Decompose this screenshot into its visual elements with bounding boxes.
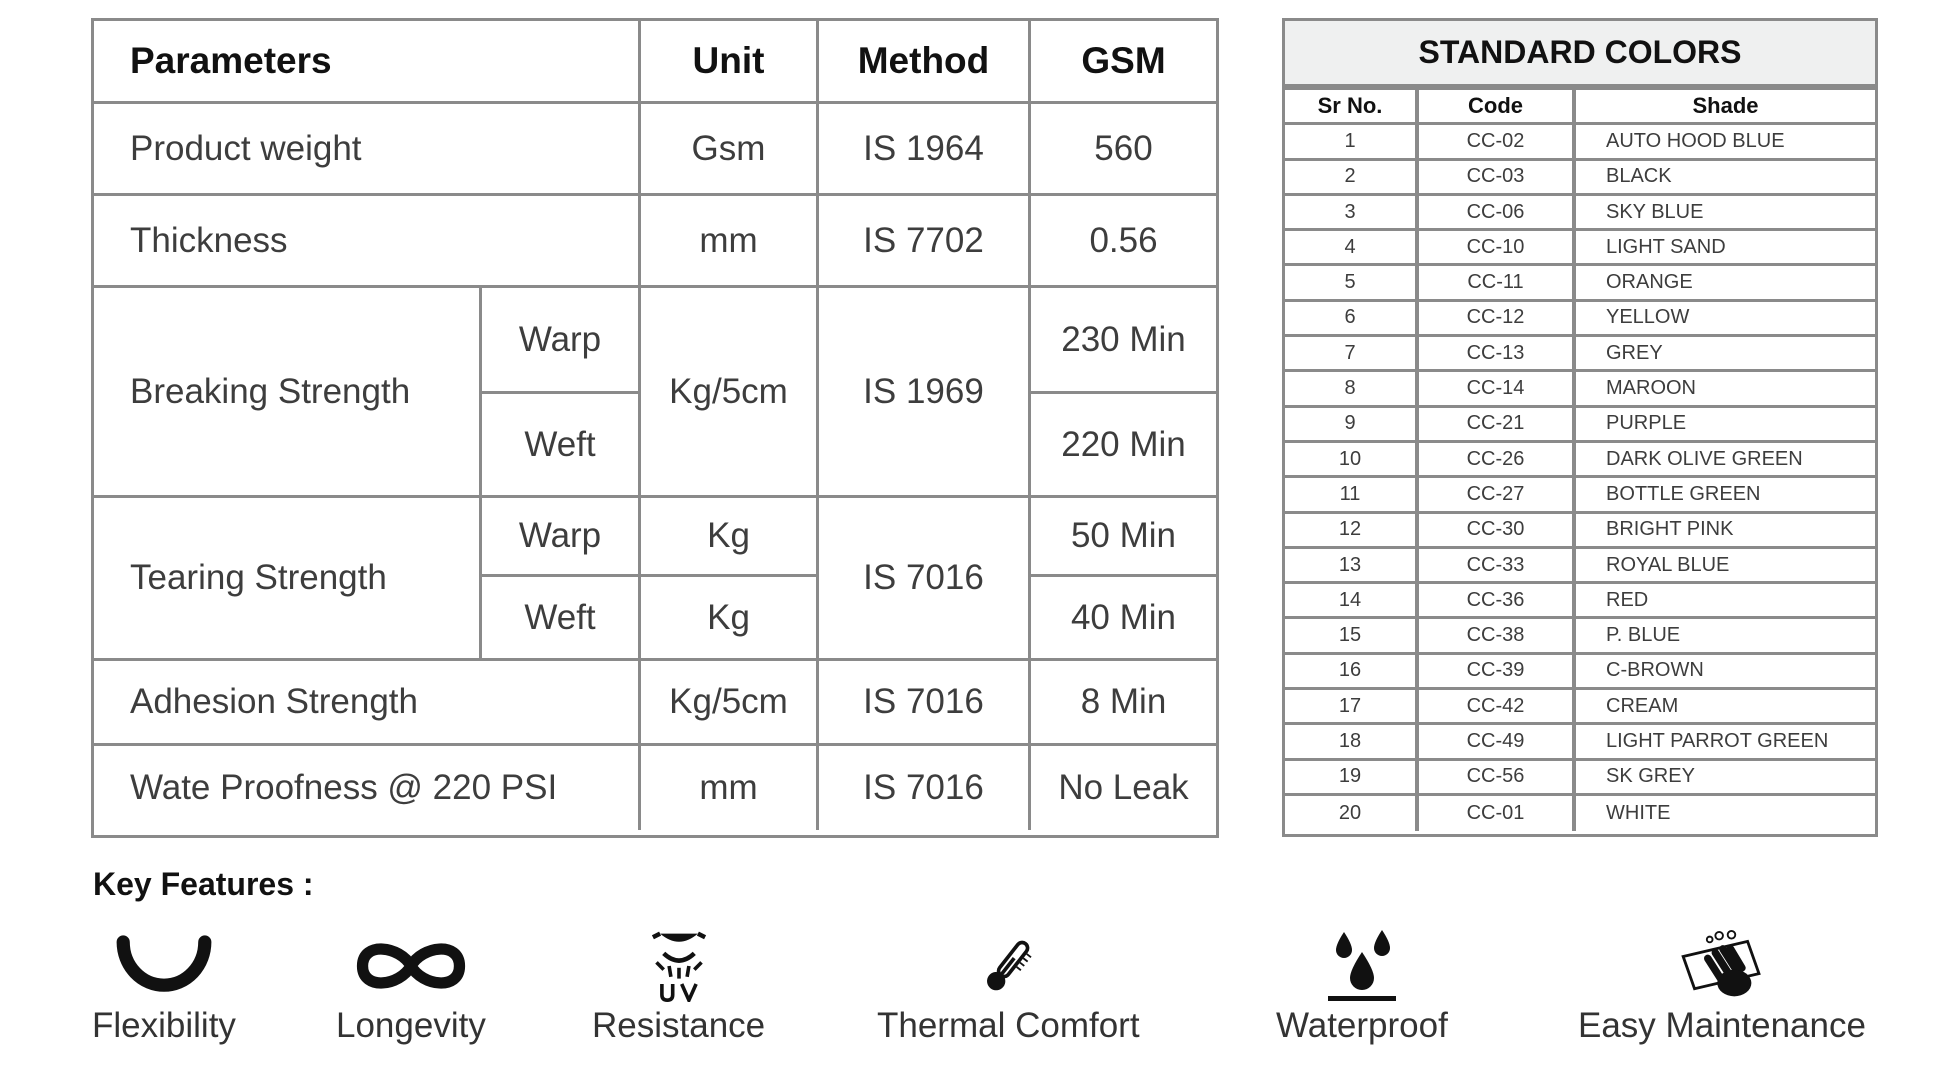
color-sr-no: 3	[1285, 196, 1419, 228]
color-code: CC-49	[1419, 725, 1576, 757]
color-shade: WHITE	[1606, 802, 1671, 825]
color-code: CC-39	[1419, 655, 1576, 687]
header-code: Code	[1419, 90, 1576, 122]
feature-flexibility	[92, 930, 236, 1046]
color-row	[1285, 584, 1875, 619]
tearing-warp-unit: Kg	[641, 498, 819, 577]
color-shade: AUTO HOOD BLUE	[1606, 129, 1785, 152]
color-sr-no: 13	[1285, 549, 1419, 581]
color-code: CC-06	[1419, 196, 1576, 228]
color-shade: BOTTLE GREEN	[1606, 482, 1761, 505]
color-shade: RED	[1606, 588, 1649, 611]
color-sr-no: 6	[1285, 302, 1419, 334]
color-sr-no: 8	[1285, 372, 1419, 404]
feature-label: Flexibility	[92, 1006, 236, 1045]
feature-label: Waterproof	[1276, 1006, 1448, 1045]
uv-sun-icon	[644, 930, 714, 1002]
thickness-method: IS 7702	[819, 196, 1031, 288]
header-method: Method	[819, 21, 1031, 104]
color-code: CC-30	[1419, 514, 1576, 546]
color-code: CC-26	[1419, 443, 1576, 475]
color-row	[1285, 161, 1875, 196]
color-code: CC-21	[1419, 408, 1576, 440]
feature-easy-maintenance	[1578, 930, 1866, 1046]
breaking-strength-unit: Kg/5cm	[641, 288, 819, 498]
header-shade: Shade	[1692, 93, 1759, 119]
header-parameters: Parameters	[94, 21, 641, 104]
water-proofness-unit: mm	[641, 746, 819, 830]
specification-table	[91, 18, 1219, 838]
color-shade: LIGHT SAND	[1606, 235, 1726, 258]
color-code: CC-12	[1419, 302, 1576, 334]
color-code: CC-42	[1419, 690, 1576, 722]
color-row	[1285, 302, 1875, 337]
color-code: CC-36	[1419, 584, 1576, 616]
color-shade: LIGHT PARROT GREEN	[1606, 729, 1829, 752]
color-row	[1285, 125, 1875, 160]
color-row	[1285, 196, 1875, 231]
color-shade: P. BLUE	[1606, 624, 1681, 647]
color-sr-no: 4	[1285, 231, 1419, 263]
color-code: CC-10	[1419, 231, 1576, 263]
feature-label: Longevity	[336, 1006, 486, 1045]
color-row	[1285, 231, 1875, 266]
color-row	[1285, 372, 1875, 407]
adhesion-strength-label: Adhesion Strength	[94, 661, 641, 746]
product-weight-unit: Gsm	[641, 104, 819, 196]
feature-thermal-comfort	[877, 930, 1140, 1046]
water-proofness-value: No Leak	[1058, 768, 1189, 807]
color-row	[1285, 514, 1875, 549]
tearing-strength-method: IS 7016	[819, 498, 1031, 661]
color-shade: BLACK	[1606, 165, 1672, 188]
feature-label: Thermal Comfort	[877, 1006, 1140, 1045]
breaking-weft-value: 220 Min	[1031, 394, 1216, 498]
hand-wash-icon	[1677, 930, 1767, 1002]
color-code: CC-33	[1419, 549, 1576, 581]
water-drops-icon	[1322, 930, 1402, 1002]
header-sr-no: Sr No.	[1285, 90, 1419, 122]
colors-body	[1285, 125, 1875, 831]
thickness-unit: mm	[641, 196, 819, 288]
product-weight-value: 560	[1031, 104, 1216, 196]
color-shade: CREAM	[1606, 694, 1679, 717]
color-code: CC-01	[1419, 796, 1576, 831]
thermometer-icon	[976, 930, 1040, 1002]
breaking-strength-method: IS 1969	[819, 288, 1031, 498]
color-sr-no: 19	[1285, 761, 1419, 793]
color-code: CC-14	[1419, 372, 1576, 404]
header-unit: Unit	[641, 21, 819, 104]
tearing-weft-unit: Kg	[641, 577, 819, 661]
color-shade: BRIGHT PINK	[1606, 518, 1734, 541]
tearing-strength-label: Tearing Strength	[94, 498, 482, 661]
color-sr-no: 5	[1285, 266, 1419, 298]
color-code: CC-03	[1419, 161, 1576, 193]
flexibility-icon	[116, 930, 212, 1002]
feature-resistance	[592, 930, 765, 1046]
color-row	[1285, 337, 1875, 372]
color-shade: YELLOW	[1606, 306, 1690, 329]
infinity-icon	[349, 930, 473, 1002]
breaking-warp-value: 230 Min	[1031, 288, 1216, 394]
color-row	[1285, 549, 1875, 584]
color-sr-no: 10	[1285, 443, 1419, 475]
color-sr-no: 16	[1285, 655, 1419, 687]
breaking-weft-label: Weft	[482, 394, 641, 498]
color-row	[1285, 619, 1875, 654]
color-sr-no: 1	[1285, 125, 1419, 157]
color-row	[1285, 761, 1875, 796]
color-code: CC-11	[1419, 266, 1576, 298]
color-shade: ROYAL BLUE	[1606, 553, 1730, 576]
tearing-warp-label: Warp	[482, 498, 641, 577]
colors-header-row	[1285, 90, 1875, 125]
color-shade: PURPLE	[1606, 412, 1687, 435]
color-code: CC-56	[1419, 761, 1576, 793]
color-row	[1285, 725, 1875, 760]
color-row	[1285, 478, 1875, 513]
color-sr-no: 18	[1285, 725, 1419, 757]
color-sr-no: 14	[1285, 584, 1419, 616]
color-code: CC-27	[1419, 478, 1576, 510]
key-features-title: Key Features :	[93, 866, 314, 902]
thickness-value: 0.56	[1031, 196, 1216, 288]
color-sr-no: 2	[1285, 161, 1419, 193]
water-proofness-label: Wate Proofness @ 220 PSI	[94, 746, 641, 830]
color-row	[1285, 443, 1875, 478]
product-weight-method: IS 1964	[819, 104, 1031, 196]
feature-label: Easy Maintenance	[1578, 1006, 1866, 1045]
color-sr-no: 17	[1285, 690, 1419, 722]
color-code: CC-38	[1419, 619, 1576, 651]
tearing-weft-label: Weft	[482, 577, 641, 661]
color-sr-no: 11	[1285, 478, 1419, 510]
color-row	[1285, 408, 1875, 443]
color-shade: C-BROWN	[1606, 659, 1704, 682]
color-sr-no: 12	[1285, 514, 1419, 546]
color-sr-no: 15	[1285, 619, 1419, 651]
color-shade: ORANGE	[1606, 271, 1693, 294]
tearing-warp-value: 50 Min	[1031, 498, 1216, 577]
color-code: CC-13	[1419, 337, 1576, 369]
adhesion-strength-unit: Kg/5cm	[641, 661, 819, 746]
thickness-label: Thickness	[94, 196, 641, 288]
feature-waterproof	[1276, 930, 1448, 1046]
adhesion-strength-value: 8 Min	[1031, 661, 1216, 746]
color-code: CC-02	[1419, 125, 1576, 157]
color-shade: GREY	[1606, 341, 1663, 364]
breaking-warp-label: Warp	[482, 288, 641, 394]
color-sr-no: 20	[1285, 796, 1419, 831]
color-shade: DARK OLIVE GREEN	[1606, 447, 1803, 470]
color-sr-no: 9	[1285, 408, 1419, 440]
feature-longevity	[336, 930, 486, 1046]
adhesion-strength-method: IS 7016	[819, 661, 1031, 746]
color-shade: MAROON	[1606, 377, 1696, 400]
color-shade: SKY BLUE	[1606, 200, 1704, 223]
breaking-strength-label: Breaking Strength	[94, 288, 482, 498]
standard-colors-title: STANDARD COLORS	[1285, 21, 1875, 90]
header-gsm: GSM	[1031, 21, 1216, 104]
color-row	[1285, 655, 1875, 690]
color-shade: SK GREY	[1606, 765, 1695, 788]
color-sr-no: 7	[1285, 337, 1419, 369]
product-weight-label: Product weight	[94, 104, 641, 196]
color-row	[1285, 266, 1875, 301]
tearing-weft-value: 40 Min	[1031, 577, 1216, 661]
color-row	[1285, 796, 1875, 831]
water-proofness-method: IS 7016	[819, 746, 1031, 830]
standard-colors-table	[1282, 18, 1878, 837]
color-row	[1285, 690, 1875, 725]
feature-label: Resistance	[592, 1006, 766, 1045]
